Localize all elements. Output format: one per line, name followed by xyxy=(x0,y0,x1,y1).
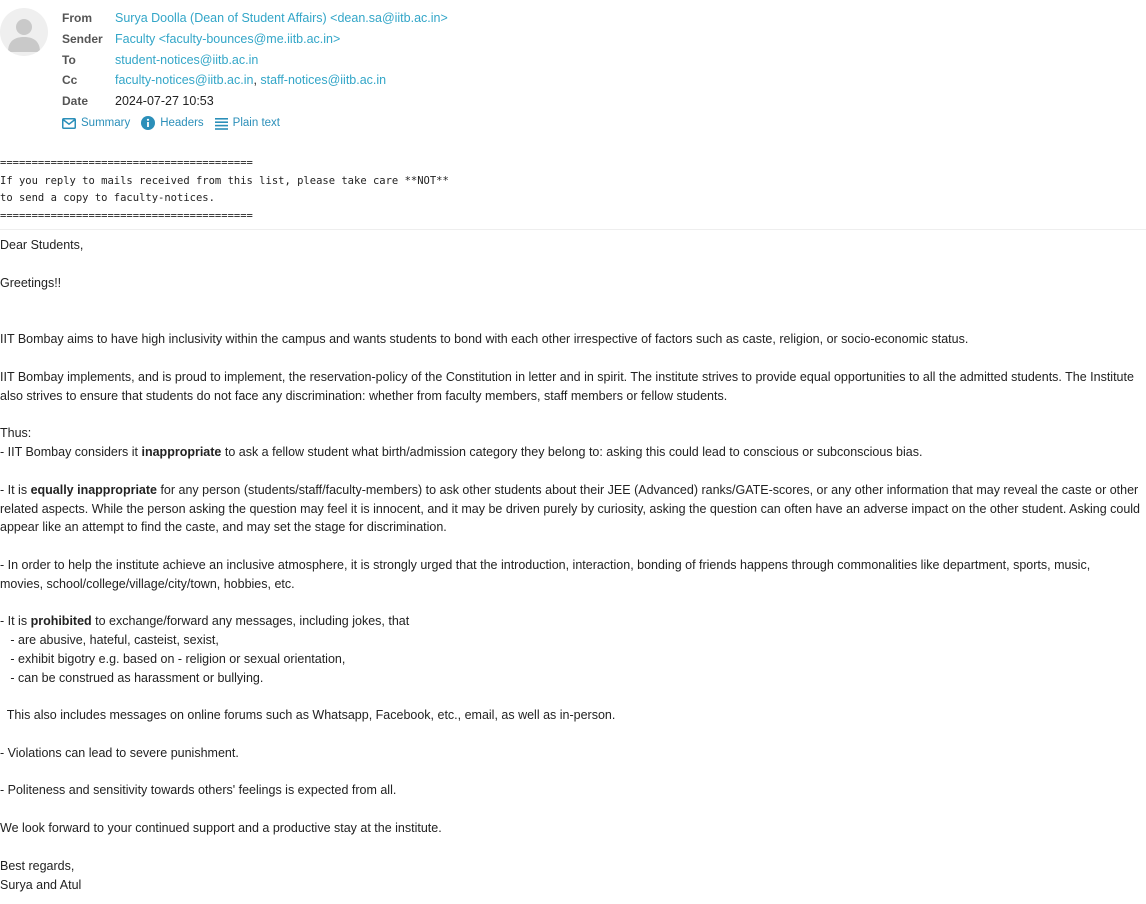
body-line: - It is equally inappropriate for any person (students/staff/faculty-members) to ask other students about their JEE (Advanced) ranks/GATE-scores, or any other information that may reveal the caste or other xyxy=(0,483,1139,497)
header-date xyxy=(62,91,448,112)
header-sender xyxy=(62,29,448,50)
date-value: 2024-07-27 10:53 xyxy=(115,94,214,109)
header-to xyxy=(62,49,448,70)
header-view-actions xyxy=(62,116,291,130)
cc-separator: , xyxy=(253,73,261,88)
signature: Surya and Atul xyxy=(0,878,82,892)
preamble-line: If you reply to mails received from this list, please take care **NOT** xyxy=(0,174,449,187)
cc-address-link[interactable]: staff-notices@iitb.ac.in xyxy=(260,73,387,88)
body-line: - can be construed as harassment or bullying. xyxy=(0,671,264,685)
header-label: From xyxy=(62,11,92,26)
body-line: - are abusive, hateful, casteist, sexist, xyxy=(0,633,219,647)
to-address-link[interactable]: student-notices@iitb.ac.in xyxy=(115,52,259,67)
person-icon xyxy=(0,8,48,56)
body-line: - exhibit bigotry e.g. based on - religion or sexual orientation, xyxy=(0,652,346,666)
header-label: Cc xyxy=(62,73,78,88)
signoff: Best regards, xyxy=(0,859,75,873)
list-icon xyxy=(215,117,228,130)
cc-address-link[interactable]: faculty-notices@iitb.ac.in xyxy=(115,73,254,88)
envelope-icon xyxy=(62,118,76,129)
sender-avatar xyxy=(0,8,48,56)
body-line: - In order to help the institute achieve an inclusive atmosphere, it is strongly urged that the introduction, interaction, bonding of friends happens through commonalities like department, sports, music, xyxy=(0,558,1091,572)
preamble-rule: ======================================== xyxy=(0,157,253,169)
plain-text-label: Plain text xyxy=(232,117,280,129)
header-from xyxy=(62,8,448,29)
headers-label: Headers xyxy=(160,117,204,129)
preamble-line: to send a copy to faculty-notices. xyxy=(0,192,215,204)
plain-text-button[interactable] xyxy=(215,116,280,130)
body-line: - Violations can lead to severe punishment. xyxy=(0,746,239,760)
divider xyxy=(0,229,1146,230)
body-line: Greetings!! xyxy=(0,276,62,290)
body-line: Thus: xyxy=(0,426,32,440)
body-line: movies, school/college/village/city/town, hobbies, etc. xyxy=(0,577,295,591)
body-line: IIT Bombay aims to have high inclusivity within the campus and wants students to bond with each other irrespective of factors such as caste, religion, or socio-economic status. xyxy=(0,332,969,346)
header-cc xyxy=(62,70,448,91)
body-line: This also includes messages on online forums such as Whatsapp, Facebook, etc., email, as well as in-person. xyxy=(0,708,616,722)
body-line: - IIT Bombay considers it inappropriate to ask a fellow student what birth/admission category they belong to: asking this could lead to conscious or subconscious bias. xyxy=(0,445,923,459)
body-line: appear like an attempt to find the caste, and may set the stage for discrimination. xyxy=(0,520,447,534)
summary-label: Summary xyxy=(81,117,131,129)
from-address-link[interactable]: Surya Doolla (Dean of Student Affairs) <dean.sa@iitb.ac.in> xyxy=(115,11,448,26)
body-line: also strives to ensure that students do not face any discrimination: whether from faculty members, staff members or fellow students. xyxy=(0,389,728,403)
header-label: To xyxy=(62,52,76,67)
body-line: We look forward to your continued support and a productive stay at the institute. xyxy=(0,821,442,835)
greeting: Dear Students, xyxy=(0,238,84,252)
info-icon xyxy=(141,116,155,130)
message-headers xyxy=(62,8,448,111)
preamble-rule: ======================================== xyxy=(0,209,253,222)
header-label: Sender xyxy=(62,32,103,47)
body-line: related aspects. While the person asking the question may feel it is innocent, and it may be driven purely by curiosity, asking the question can often have an adverse impact on the other student. Asking could xyxy=(0,502,1141,516)
body-line: IIT Bombay implements, and is proud to implement, the reservation-policy of the Constitution in letter and in spirit. The institute strives to provide equal opportunities to all the admitted students. The Institute xyxy=(0,370,1134,384)
body-line: - Politeness and sensitivity towards others' feelings is expected from all. xyxy=(0,783,397,797)
sender-address-link[interactable]: Faculty <faculty-bounces@me.iitb.ac.in> xyxy=(115,32,341,47)
headers-button[interactable] xyxy=(141,116,203,130)
list-preamble xyxy=(0,155,449,225)
body-line: - It is prohibited to exchange/forward any messages, including jokes, that xyxy=(0,614,410,628)
summary-button[interactable] xyxy=(62,116,130,130)
header-label: Date xyxy=(62,94,89,109)
